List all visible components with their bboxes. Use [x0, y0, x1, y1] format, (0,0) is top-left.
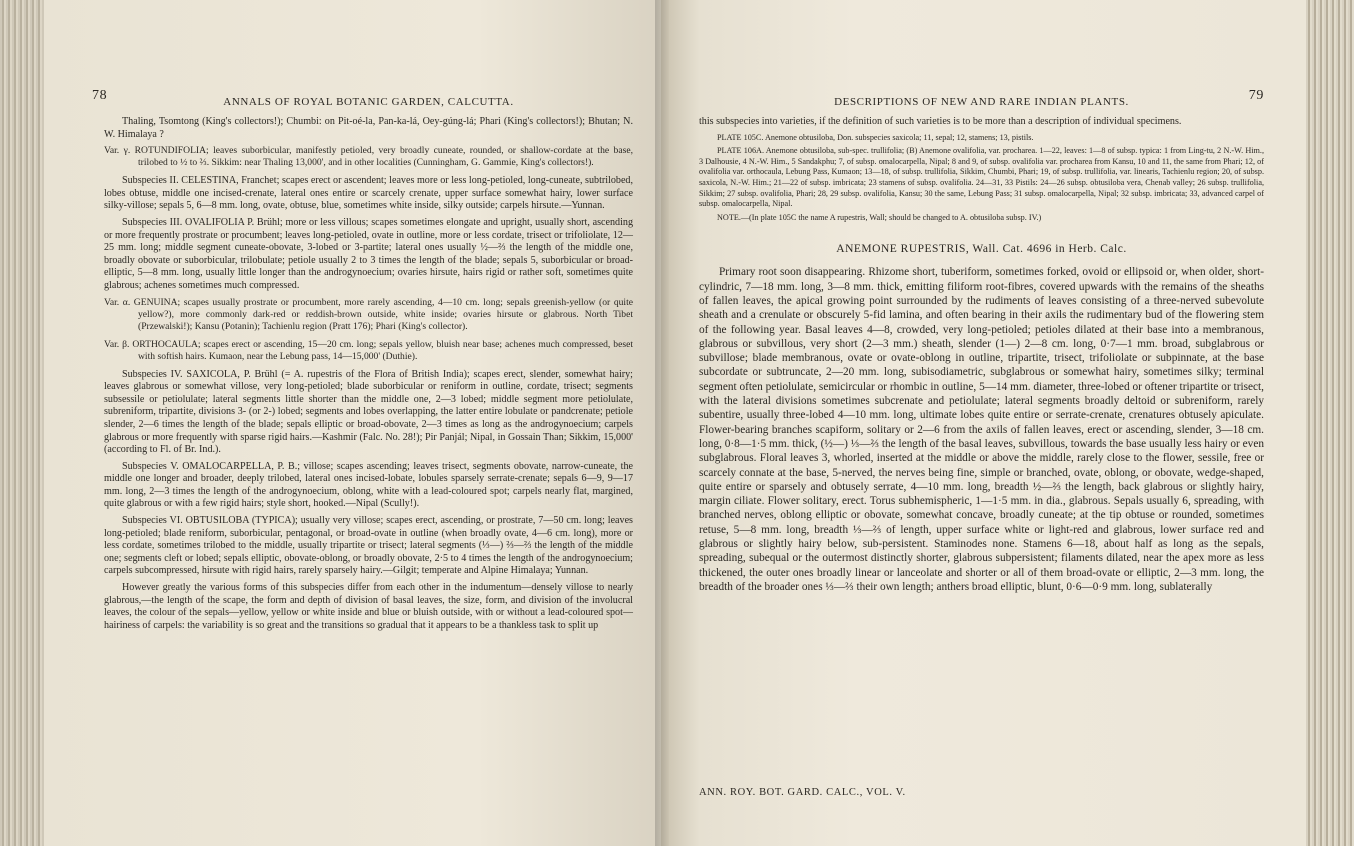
variety-rotundifolia: Var. γ. ROTUNDIFOLIA; leaves suborbicular, manifestly petioled, very broadly cuneate, rounded, or shallow-cordate at the base, trilobed to ½ to ⅔. Sikkim: near Thaling 13,000', and in other localities (Cunningham, G. Gammie, King's collectors!).	[104, 145, 633, 169]
right-page-edges	[1306, 0, 1354, 846]
locality-paragraph: Thaling, Tsomtong (King's collectors!); Chumbi: on Pit-oé-la, Pan-ka-lá, Oey-gúng-lá; Phari (King's collectors!); Bhutan; N. W. Himalaya ?	[104, 116, 633, 140]
right-running-title: DESCRIPTIONS OF NEW AND RARE INDIAN PLANTS.	[834, 96, 1129, 108]
page-footer: ANN. ROY. BOT. GARD. CALC., VOL. V.	[699, 787, 906, 798]
subspecies-celestina: Subspecies II. CELESTINA, Franchet; scapes erect or ascendent; leaves more or less long-petioled, long-cuneate, subtrilobed, lobes obtuse, middle one incised-crenate, lateral ones entire or scarcely crenate, upper surface somewhat hairy, lower surface silky-villose; sepals 5, 6—8 mm. long, ovate, obtuse, blue, sometimes white inside, silky outside; carpels hirsute.—Yunnan.	[104, 175, 633, 212]
subspecies-ovalifolia: Subspecies III. OVALIFOLIA P. Brühl; more or less villous; scapes sometimes elongate and upright, usually short, ascending or more frequently prostrate or procumbent; leaves long-petioled, ovate in outline, more or less cordate, trisect or trifoliolate, 12—25 mm. long; middle segment cuneate-obovate, 3-lobed or 3-partite; lateral ones usually ½—⅔ the length of the middle one, broadly obovate or suborbicular, trilobulate; petiole usually 2 to 3 times the length of the blade; sepals 5, suborbicular or broad-elliptic, 5—8 mm. long, usually little longer than the androgynoecium; ovaries hirsute, hairs rigid or rather soft, sometimes quite glabrous; achenes sometimes much compressed.	[104, 216, 633, 291]
left-page-edges	[0, 0, 44, 846]
variety-orthocaula: Var. β. ORTHOCAULA; scapes erect or ascending, 15—20 cm. long; sepals yellow, bluish near base; achenes much compressed, beset with softish hairs. Kumaon, near the Lebung pass, 14—15,000' (Duthie).	[104, 338, 633, 362]
right-running-head	[699, 88, 1264, 116]
left-page-number: 78	[92, 88, 108, 103]
book-gutter	[655, 0, 669, 846]
left-page	[44, 0, 661, 846]
subspecies-omalocarpella: Subspecies V. OMALOCARPELLA, P. B.; villose; scapes ascending; leaves trisect, segments obovate, narrow-cuneate, the middle one longer and broader, deeply trilobed, lateral ones incised-lobate, lobules sparsely serrate-crenate; sepals 6—9, 9—17 mm. long, 2—3 times the length of the androgynoecium, oblong, white with a lead-coloured spot; carpels nearly flat, margined, quite glabrous or with a few rigid hairs; style short, hooked.—Nipal (Scully!).	[104, 460, 633, 510]
plate-note-105c: PLATE 105C. Anemone obtusiloba, Don. subspecies saxicola; 11, sepal; 12, stamens; 13, pistils.	[717, 132, 1034, 142]
plate-note-correction: NOTE.—(In plate 105C the name A rupestris, Wall; should be changed to A. obtusiloba subsp. IV.)	[717, 212, 1042, 222]
right-page	[661, 0, 1306, 846]
plate-note-106a: PLATE 106A. Anemone obtusiloba, sub-spec. trullifolia; (B) Anemone ovalifolia, var. procharea. 1—22, leaves: 1—8 of subsp. typica: 1 from Ling-tu, 2 N.-W. Him., 3 Dalhousie, 4 N.-W. Him., 5 Sandakphu; 7, of subsp. omalocarpella, Nipal; 8 and 9, of subsp. ovalifolia var. procharea from Kansu, 10 and 11, the same from Phari; 12, of ovalifolia var. orthocaula, Lebung Pass, Kumaon; 13—18, of subsp. trullifolia, Sikkim, Chumbi, Phari; 19, of subsp. trullifolia, var. linearis, Tachienlu region; 20, of subsp. saxicola, N.-W. Him.; 21—22 of subsp. imbricata; 23 stamens of subsp. ovalifolia. 24—31, 33 Pistils: 24—26 subsp. obtusiloba vera, Chenab valley; 26 subsp. trullifolia, Sikkim; 27 subsp. ovalifolia, Phari; 28, 29 subsp. ovalifolia, Kansu; 30 the same, Lebung Pass; 31 subsp. omalocarpella, Nipal; 32 subsp. imbricata; 33, advanced carpel of subsp. omalocarpella, Nipal.	[699, 146, 1264, 209]
variability-paragraph: However greatly the various forms of this subspecies differ from each other in the indumentum—densely villose to nearly glabrous,—the length of the scape, the form and depth of division of basal leaves, the size, form, and division of the involucral leaves, the colour of the sepals—yellow, yellow or white inside and blue or bluish outside, with or without a lead-coloured spot—hairiness of carpels: the variability is so great and the transitions so gradual that it appears to be a thankless task to split up	[104, 582, 633, 631]
subspecies-saxicola: Subspecies IV. SAXICOLA, P. Brühl (= A. rupestris of the Flora of British India); scapes erect, slender, somewhat hairy; leaves glabrous or somewhat villose, very long-petioled; blade suborbicular or reniform in outline, cordate, trisect; segments subsessile or petiolulate; lateral segments little shorter than the middle one, 2—3 lobed; middle segment more petiolulate, subreniform, tripartite, divisions 3- (or 2-) lobed; segments and lobes overlapping, the latter entire lobulate or pandcrenate; petiole slender, 2—6 times the length of the blade; sepals elliptic or broad-obovate, 2—3 times as long as the androgynoecium; carpels glabrous or more frequently with sparse rigid hairs.—Kashmir (Falc. No. 28!); Pir Panjál; Nipal, in Gossain Than; Sikkim, 15,000' (according to Fl. of Br. Ind.).	[104, 368, 633, 456]
subspecies-obtusiloba: Subspecies VI. OBTUSILOBA (TYPICA); usually very villose; scapes erect, ascending, or prostrate, 7—50 cm. long; leaves long-petioled; blade reniform, suborbicular, pentagonal, or broad-ovate in outline (when broadly ovate, 4—6 cm. long), more or less cordate, sometimes trilobed to the middle, usually tripartite or trisect; lateral segments (⅓—) ⅔—⅔ the length of the middle one; segments cleft or lobed; sepals elliptic, obovate-oblong, or broadly obovate, 2·5 to 4 times the length of the androgynoecium; carpels subcompressed, hirsute with rigid hairs, rarely sparsely hairy.—Gilgit; temperate and Alpine Himalaya; Yunnan.	[104, 515, 633, 577]
species-description: Primary root soon disappearing. Rhizome short, tuberiform, sometimes forked, ovoid or ellipsoid or, when older, short-cylindric, 7—18 mm. long, 3—8 mm. thick, emitting filiform root-fibres, covered upwards with the remains of the sheaths of fallen leaves, the apical growing point surrounded by the rudiments of leaves consisting of a three-nerved subevolute sheath and a crenulate or obscurely 5-fid lamina, and often bearing in their axils the rudimentary bud of the flowering stem of the following year. Basal leaves 4—8, crowded, very long-petioled; petioles dilated at their base into a membranous, glabrous or subvillous, very short (2—3 mm.) sheath, slender (1—) 2—8 cm. long, 0·7—1 mm. broad, subglabrous or subvillose; blade membranous, ovate or ovate-oblong in outline, tripartite, trisect, trifoliolate or subpinnate, at the base subcordate or subtruncate, 2—20 mm. long, subisodiametric, subglabrous or somewhat hairy, sometimes silky; terminal segment often petiolulate, semicircular or rhombic in outline, 5—14 mm. diameter, three-lobed or oftener tripartite or trisect, with the lateral divisions sometimes subcrenate and petiolulate; lateral segments broadly deltoid or subreniform, rarely subentire, usually three-lobed 4—10 mm. long, ultimate lobes quite entire or serrate-crenate, crenatures obtusely apiculate. Flower-bearing branches scapiform, solitary or 2—6 from the axils of fallen leaves, erect or ascending, slender, 3—18 cm. long, 0·8—1·5 mm. thick, (½—) ⅓—⅔ the length of the basal leaves, subvillous, towards the base usually less hairy or even subglabrous. Floral leaves 3, whorled, inserted at the middle or above the middle, rarely close to the flower, sessile, free or scarcely connate at the base, 5-nerved, the nerves being fine, simple or branched, ovate, oblong, or obovate, wedge-shaped, quite entire or sparsely and obtusely serrate, 4—10 mm. long, breadth ½—⅔ the length, back glabrous or slightly hairy, margin ciliate. Flower solitary, erect. Torus subhemispheric, 1—1·5 mm. in dia., glabrous. Sepals usually 6, spreading, with branched nerves, oblong elliptic or obovate, somewhat concave, broadly cuneate; at the tip obtuse or rounded, sometimes retuse, 5—8 mm. long, breadth ⅓—⅔ of length, upper surface white or light-red and glabrous, lower surface red and glabrous or slightly hairy below, sub-persistent. Staminodes none. Stamens 6—18, about half as long as the sepals, spreading, subequal or the outermost distinctly shorter, glabrous subpersistent; filaments dilated, near the apex more as less thickened, the outer ones broadly linear or lanceolate and shorter or all of them broad-ovate or elliptic, 2—3 mm. long, the breadth of the broader ones ⅓—⅔ their own length; anthers broad elliptic, blunt, 0·6—0·9 mm. long, sublaterally	[699, 266, 1264, 593]
intro-paragraph: this subspecies into varieties, if the definition of such varieties is to be more than a description of individual specimens.	[699, 116, 1182, 127]
variety-genuina: Var. α. GENUINA; scapes usually prostrate or procumbent, more rarely ascending, 4—10 cm. long; sepals greenish-yellow (or quite yellow?), more commonly dark-red or reddish-brown outside, white inside; ovaries hirsute or glabrous. North Tibet (Przewalski!); Kansu (Potanin); Tachienlu region (Pratt 176); Phari (King's collector).	[104, 296, 633, 332]
left-running-head	[92, 88, 633, 116]
left-running-title: ANNALS OF ROYAL BOTANIC GARDEN, CALCUTTA.	[223, 96, 514, 108]
right-page-number: 79	[1248, 88, 1264, 103]
species-heading: ANEMONE RUPESTRIS, Wall. Cat. 4696 in Herb. Calc.	[836, 243, 1127, 256]
